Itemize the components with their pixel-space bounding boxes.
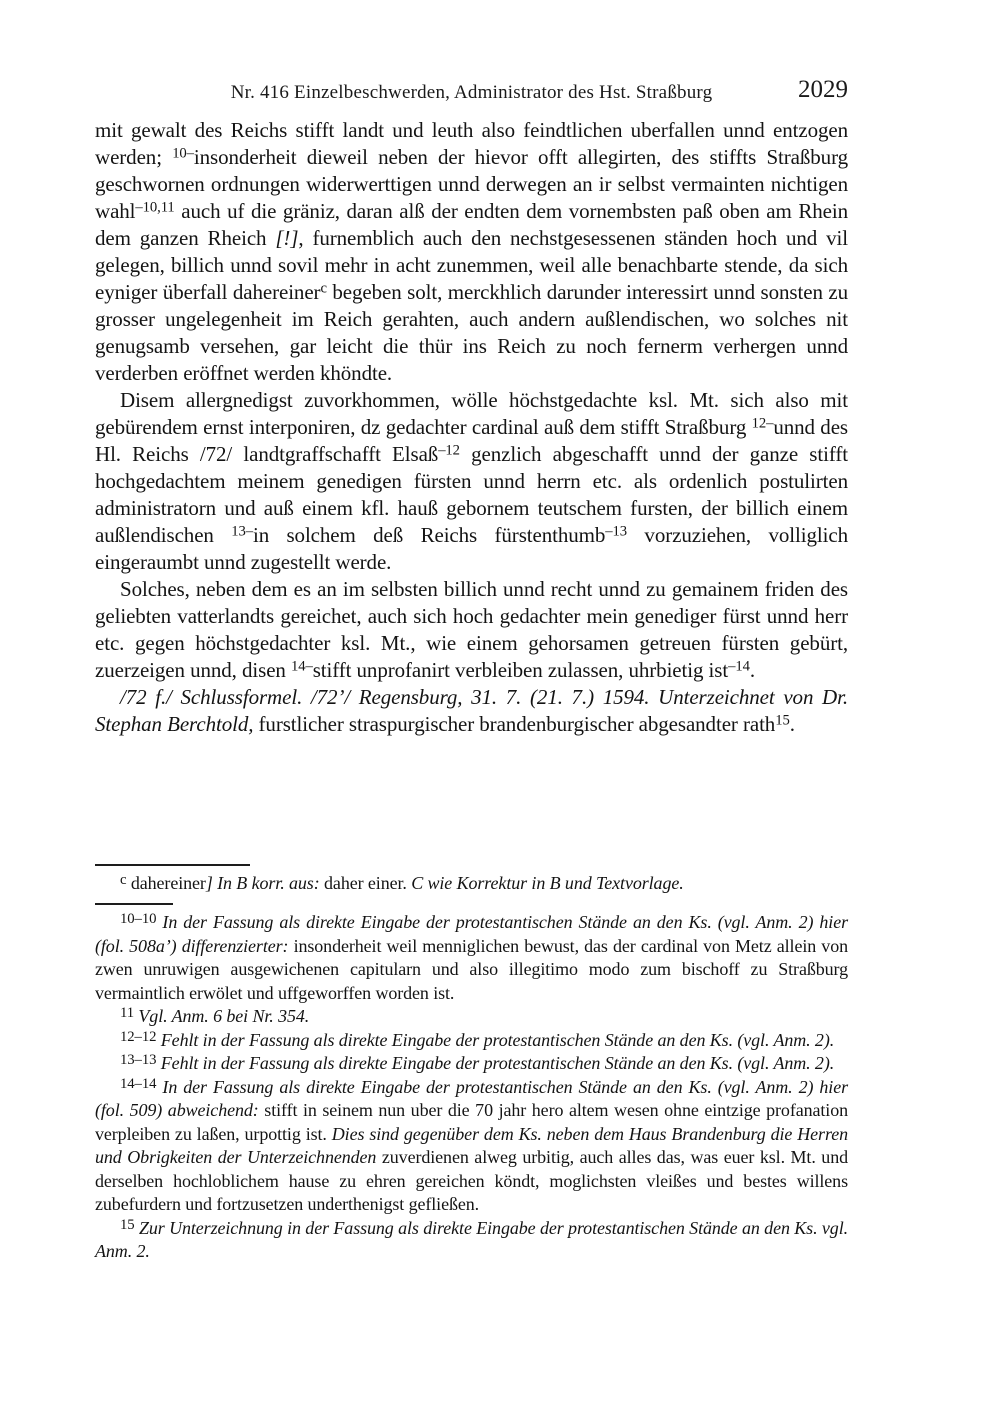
apparatus-note-c: $^c$ dahereiner] In B korr. aus: daher einer. C wie Korrektur in B und Textvorlage.: [120, 871, 684, 893]
body-paragraph-2: Disem allergnedigst zuvorkhommen, wölle höchstgedachte ksl. Mt. sich also mit gebürendem ernst interponiren, dz gedachter cardinal auß dem stifft Straßburg $^{12-}$unnd des Hl. Reichs /72/ landtgraffschafft Elsaß$^{-12}$ genzlich abgeschafft unnd der ganze stifft hochgedachtem meinem genedigen fürsten unnd herrn etc. als ordenlich postulirten administratorn und auß einem kfl. hauß gebornem teutschem fursten, der billich einem außlendischen $^{13-}$in solchem deß Reichs fürstenthumb$^{-13}$ vorzuziehen, volliglich eingeraumbt unnd zugestellt werde.: [95, 388, 849, 574]
footnote-divider-rule: [95, 903, 173, 905]
footnote-15: $^{15}$ Zur Unterzeichnung in der Fassung als direkte Eingabe der protestantischen Stände an den Ks. vgl. Anm. 2.: [95, 1216, 848, 1261]
body-paragraph-1: mit gewalt des Reichs stifft landt und leuth also feindtlichen uberfallen unnd entzogen werden; $^{10-}$insonderheit dieweil neben der hievor offt allegirten, des stiffts Straßburg geschwornen ordnungen widerwerttigen unnd derwegen an ir selbst vermainten nichtigen wahl$^{-10,11}$ auch uf die gräniz, daran alß der endten dem vornembsten paß oben am Rhein dem ganzen Rheich [!], furnemblich auch den nechstgesessenen ständen hoch und vil gelegen, billich unnd sovil mehr in acht zunemmen, weil alle benachbarte stende, da sich eyniger überfall dahereiner$^c$ begeben solt, merckhlich darunder interessirt unnd sonsten zu grosser ungelegenheit im Reich gerahten, auch andern außlendischen, wo solches nit genugsamb versehen, gar leicht die thür ins Reich zu noch fernerm verhergen unnd verderben eröffnet werden khöndte.: [95, 118, 848, 385]
footnote-block: [95, 903, 848, 1264]
apparatus-divider-rule: [95, 864, 250, 866]
footnote-12: $^{12-12}$ Fehlt in der Fassung als direkte Eingabe der protestantischen Stände an den Ks. (vgl. Anm. 2).: [120, 1028, 835, 1050]
running-header-title: Nr. 416 Einzelbeschwerden, Administrator des Hst. Straßburg: [230, 82, 713, 103]
body-paragraph-4: /72 f./ Schlussformel. /72’/ Regensburg, 31. 7. (21. 7.) 1594. Unterzeichnet von Dr. Stephan Berchtold, furstlicher straspurgischer brandenburgischer abgesandter rath$^{15}$.: [95, 685, 848, 736]
footnote-13: $^{13-13}$ Fehlt in der Fassung als direkte Eingabe der protestantischen Stände an den Ks. (vgl. Anm. 2).: [120, 1051, 835, 1073]
footnote-14: $^{14-14}$ In der Fassung als direkte Eingabe der protestantischen Stände an den Ks. (vgl. Anm. 2) hier (fol. 509) abweichend: stifft in seinem nun uber die 70 jahr hero altem wesen ohne eintzige profanation verpleiben zu laßen, urpottig ist. Dies sind gegenüber dem Ks. neben dem Haus Brandenburg die Herren und Obrigkeiten der Unterzeichnenden zuverdienen alweg urbitig, auch alles das, was euer ksl. Mt. und derselben hochloblichem hause zu ehren gereichen köndt, moglichsten vleißes und bestes willens zubefurdern und fortzusetzen underthenigst gefließen.: [95, 1075, 848, 1214]
critical-apparatus: [95, 864, 848, 896]
body-paragraph-3: Solches, neben dem es an im selbsten billich unnd recht unnd zu gemainem friden des geliebten vatterlandts gereichet, auch sich hoch gedachter mein genediger fürst unnd herr etc. gegen höchstgedachter ksl. Mt., wie einem gehorsamen getreuen fürsten gebürt, zuerzeigen unnd, disen $^{14-}$stifft unprofanirt verbleiben zulassen, uhrbietig ist$^{-14}$.: [95, 577, 848, 682]
footnote-10: $^{10-10}$ In der Fassung als direkte Eingabe der protestantischen Stände an den Ks. (vgl. Anm. 2) hier (fol. 508a’) differenzierter: insonderheit weil menniglichen bewust, das der cardinal von Metz allein von zwen unruwigen ausgewichenen capitularn und also illegitimo modo zum bischoff zu Straßburg vermaintlich erwölet und uffgeworffen worden ist.: [95, 910, 848, 1003]
main-text-block: [95, 117, 848, 738]
page-number: 2029: [798, 76, 848, 103]
page-header: [95, 76, 848, 104]
footnote-11: $^{11}$ Vgl. Anm. 6 bei Nr. 354.: [120, 1004, 310, 1026]
